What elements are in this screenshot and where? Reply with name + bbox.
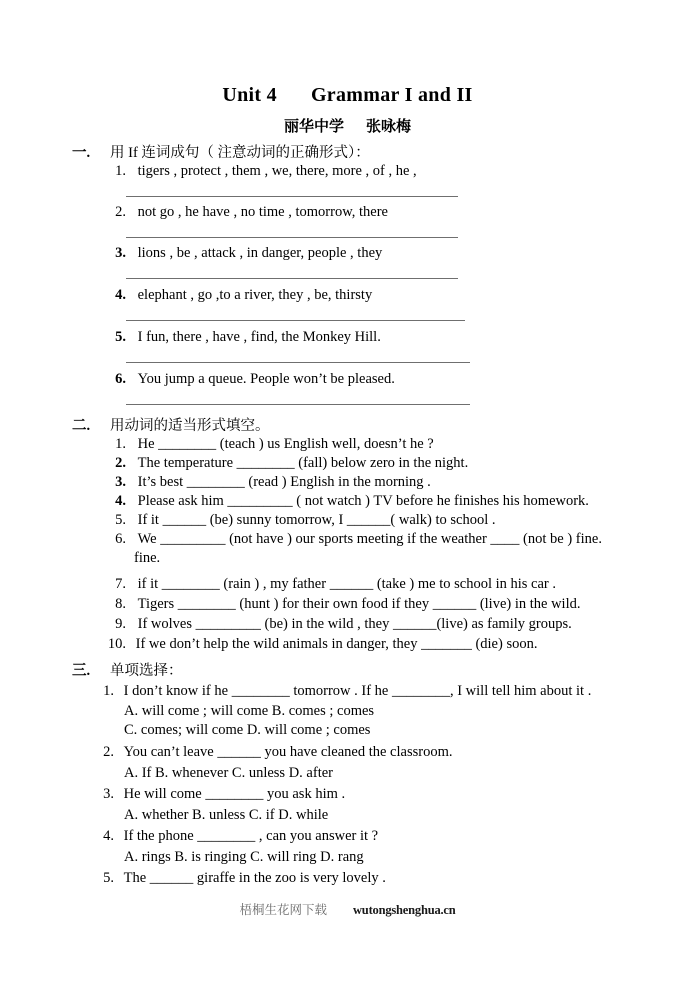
title-unit: Unit 4 — [222, 84, 277, 106]
s3-item-4 — [98, 828, 378, 845]
section-three-instruction: 单项选择： — [110, 663, 183, 679]
s2-item-7 — [110, 576, 556, 593]
s2-item-6-wrap — [134, 550, 160, 567]
s3-item-2-options-row-1[interactable]: A. If B. whenever C. unless D. after — [124, 765, 333, 781]
s1-item-6-number: 6. — [115, 371, 126, 387]
s1-answer-rule-2[interactable] — [126, 237, 458, 238]
s1-item-6-text: You jump a queue. People won’t be pleased. — [137, 371, 395, 387]
s1-answer-rule-5[interactable] — [126, 362, 470, 363]
s1-item-5-text: I fun, there , have , find, the Monkey Hill. — [137, 329, 381, 345]
section-one-instruction: 用 If 连词成句（ 注意动词的正确形式）： — [110, 145, 370, 161]
s3-item-4-number: 4. — [103, 828, 114, 844]
s3-item-3-number: 3. — [103, 786, 114, 802]
s1-item-4-number: 4. — [115, 287, 126, 303]
s2-item-2-text[interactable]: The temperature ________ (fall) below zero in the night. — [137, 455, 469, 471]
s1-answer-rule-6[interactable] — [126, 404, 470, 405]
s2-item-5-text[interactable]: If it ______ (be) sunny tomorrow, I ______( walk) to school . — [137, 512, 496, 528]
s2-item-9 — [110, 616, 572, 633]
s1-item-2 — [110, 204, 388, 221]
s1-item-1 — [110, 163, 417, 180]
s2-item-4-text[interactable]: Please ask him _________ ( not watch ) TV before he finishes his homework. — [137, 493, 589, 509]
s1-item-3-number: 3. — [115, 245, 126, 261]
section-one-heading — [72, 141, 370, 162]
section-two-marker: 二. — [72, 418, 91, 434]
s2-item-2 — [110, 455, 468, 472]
s2-item-3 — [110, 474, 431, 491]
s2-item-1 — [110, 436, 434, 453]
s1-item-3-text: lions , be , attack , in danger, people , they — [137, 245, 383, 261]
s3-item-2-text[interactable]: You can’t leave ______ you have cleaned the classroom. — [123, 744, 453, 760]
s2-item-5 — [110, 512, 496, 529]
s1-item-5 — [110, 329, 381, 346]
subtitle-school: 丽华中学 — [283, 119, 344, 135]
s2-item-10-number: 10. — [107, 636, 126, 652]
s3-item-1-options-row-1[interactable]: A. will come ; will come B. comes ; comes — [124, 703, 375, 719]
s1-answer-rule-3[interactable] — [126, 278, 458, 279]
s1-item-5-number: 5. — [115, 329, 126, 345]
section-one-marker: 一. — [72, 145, 91, 161]
s1-item-1-number: 1. — [115, 163, 126, 179]
s1-answer-rule-1[interactable] — [126, 196, 458, 197]
section-two-heading — [72, 414, 270, 435]
s3-item-5 — [98, 870, 386, 887]
s2-item-4 — [110, 493, 589, 510]
s2-item-8-text[interactable]: Tigers ________ (hunt ) for their own food if they ______ (live) in the wild. — [137, 596, 581, 612]
s3-item-4-options-row-1[interactable]: A. rings B. is ringing C. will ring D. rang — [124, 849, 364, 865]
s2-item-6-text[interactable]: We _________ (not have ) our sports meeting if the weather ____ (not be ) fine. — [137, 531, 602, 547]
s1-answer-rule-4[interactable] — [126, 320, 465, 321]
s3-item-2-number: 2. — [103, 744, 114, 760]
page-title — [0, 84, 695, 107]
s3-item-5-text[interactable]: The ______ giraffe in the zoo is very lovely . — [123, 870, 386, 886]
s1-item-1-text: tigers , protect , them , we, there, more , of , he , — [137, 163, 417, 179]
s2-item-9-number: 9. — [115, 616, 126, 632]
s2-item-5-number: 5. — [115, 512, 126, 528]
s2-item-9-text[interactable]: If wolves _________ (be) in the wild , they ______(live) as family groups. — [137, 616, 572, 632]
s2-item-2-number: 2. — [115, 455, 126, 471]
page-subtitle — [0, 115, 695, 136]
section-three-marker: 三. — [72, 663, 91, 679]
s1-item-3 — [110, 245, 382, 262]
subtitle-author: 张咏梅 — [366, 119, 412, 135]
title-topic: Grammar I and II — [310, 84, 473, 106]
s3-item-3 — [98, 786, 345, 803]
s1-item-2-number: 2. — [115, 204, 126, 220]
s2-item-10 — [104, 636, 537, 653]
s3-item-1-options-row-2[interactable]: C. comes; will come D. will come ; comes — [124, 722, 371, 738]
s3-item-2 — [98, 744, 452, 761]
s2-item-8 — [110, 596, 581, 613]
section-two-instruction: 用动词的适当形式填空。 — [110, 418, 270, 434]
s3-item-4-text[interactable]: If the phone ________ , can you answer it ? — [123, 828, 379, 844]
s2-item-7-text[interactable]: if it ________ (rain ) , my father ______ (take ) me to school in his car . — [137, 576, 557, 592]
watermark-url: wutongshenghua.cn — [352, 903, 456, 917]
s3-item-1 — [98, 683, 591, 700]
s2-item-3-number: 3. — [115, 474, 126, 490]
s3-item-5-number: 5. — [103, 870, 114, 886]
s1-item-4 — [110, 287, 372, 304]
s1-item-2-text: not go , he have , no time , tomorrow, there — [137, 204, 388, 220]
s3-item-3-options-row-1[interactable]: A. whether B. unless C. if D. while — [124, 807, 329, 823]
s2-item-4-number: 4. — [115, 493, 126, 509]
s2-item-6-number: 6. — [115, 531, 126, 547]
s2-item-6 — [110, 531, 602, 548]
s3-item-1-number: 1. — [103, 683, 114, 699]
s2-item-10-text[interactable]: If we don’t help the wild animals in danger, they _______ (die) soon. — [135, 636, 538, 652]
s2-item-8-number: 8. — [115, 596, 126, 612]
s3-item-3-text[interactable]: He will come ________ you ask him . — [123, 786, 346, 802]
s3-item-1-text[interactable]: I don’t know if he ________ tomorrow . If he ________, I will tell him about it . — [123, 683, 592, 699]
s1-item-6 — [110, 371, 395, 388]
footer-watermark — [0, 900, 695, 918]
s2-item-3-text[interactable]: It’s best ________ (read ) English in the morning . — [137, 474, 431, 490]
s2-item-6-wrap-text: fine. — [134, 550, 161, 566]
s1-item-4-text: elephant , go ,to a river, they , be, thirsty — [137, 287, 373, 303]
s2-item-7-number: 7. — [115, 576, 126, 592]
watermark-site-name: 梧桐生花网下载 — [239, 903, 327, 917]
section-three-heading — [72, 659, 183, 680]
s2-item-1-number: 1. — [115, 436, 126, 452]
s2-item-1-text[interactable]: He ________ (teach ) us English well, doesn’t he ? — [137, 436, 434, 452]
